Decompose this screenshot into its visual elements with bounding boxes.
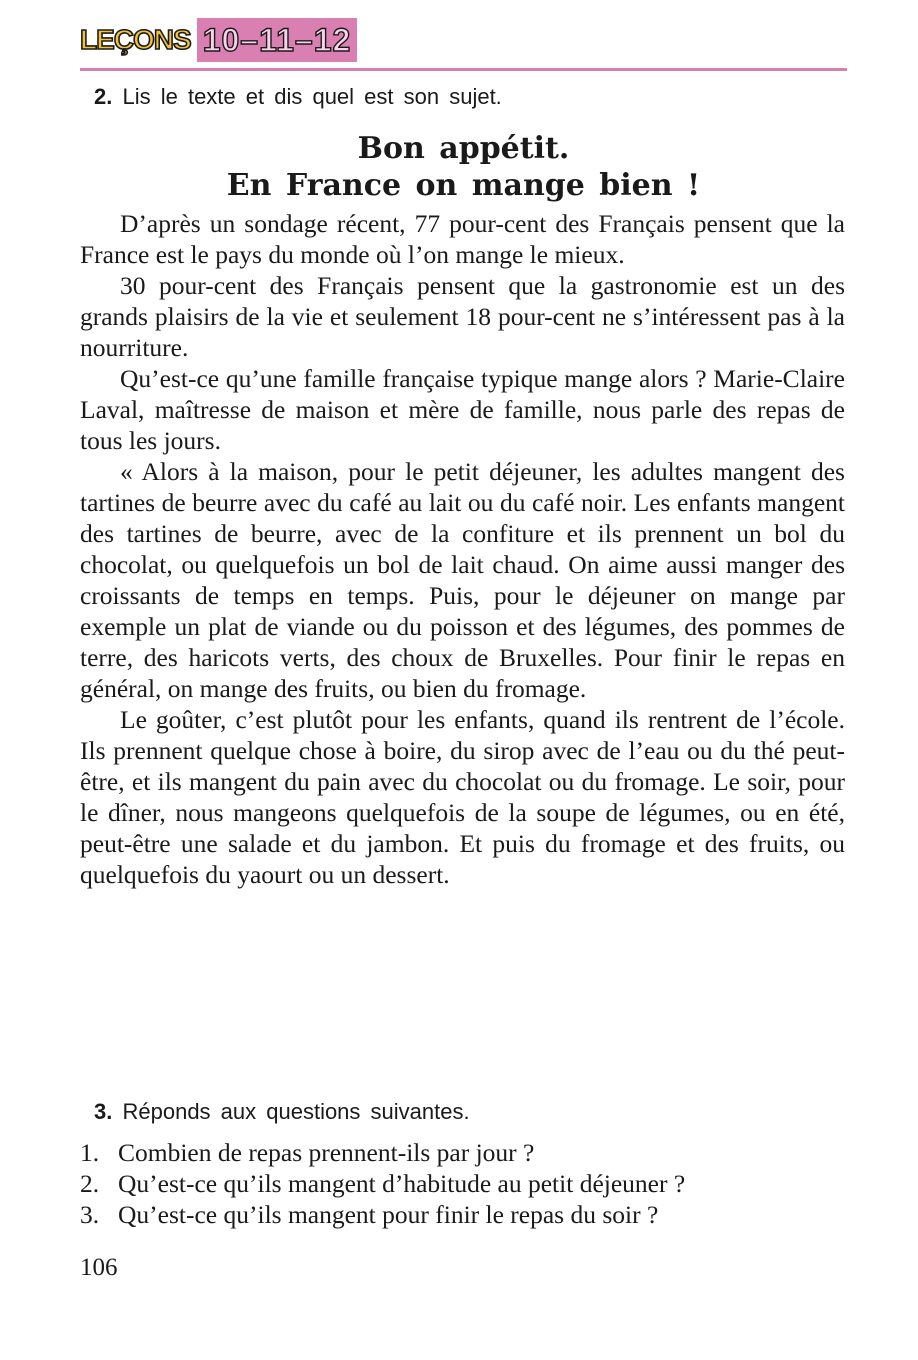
task-3-text: Réponds aux questions suivantes.	[122, 1099, 470, 1124]
title-line-2: En France on mange bien !	[226, 168, 701, 203]
paragraph: D’après un sondage récent, 77 pour-cent des Français pensent que la France est le pays du monde où l’on mange le mieux.	[80, 209, 845, 269]
paragraph: 30 pour-cent des Français pensent que la gastronomie est un des grands plaisirs de la vie et seulement 18 pour-cent ne s’intéressent pas à la nourriture.	[80, 271, 845, 362]
lesson-header	[80, 18, 357, 62]
question-number: 3.	[80, 1200, 100, 1229]
reading-text	[80, 208, 845, 890]
paragraph: « Alors à la maison, pour le petit déjeuner, les adultes mangent des tartines de beurre avec du café au lait ou du café noir. Les enfants mangent des tartines de beurre, avec de la confiture et ils prennent un bol du chocolat, ou quelquefois un bol de lait chaud. On aime aussi manger des croissants de temps en temps. Puis, pour le déjeuner on mange par exemple un plat de viande ou du poisson et des légumes, des pommes de terre, des haricots verts, des choux de Bruxelles. Pour finir le repas en général, on mange des fruits, ou bien du fromage.	[80, 457, 845, 703]
lesson-numbers: 10–11–12	[202, 21, 352, 58]
question-text: Qu’est-ce qu’ils mangent pour finir le repas du soir ?	[118, 1200, 659, 1229]
task-2-number: 2.	[94, 84, 113, 109]
question-text: Qu’est-ce qu’ils mangent d’habitude au petit déjeuner ?	[118, 1169, 686, 1198]
question-number: 1.	[80, 1138, 100, 1167]
task-3-number: 3.	[94, 1099, 113, 1124]
task-2-instruction	[94, 84, 502, 110]
list-item	[80, 1199, 845, 1230]
task-3-instruction	[94, 1099, 470, 1125]
text-title	[80, 130, 847, 204]
header-divider	[80, 68, 847, 71]
question-number: 2.	[80, 1169, 100, 1198]
task-2-text: Lis le texte et dis quel est son sujet.	[122, 84, 502, 109]
list-item	[80, 1137, 845, 1168]
lecons-label: LEÇONS	[80, 24, 191, 55]
page-number: 106	[80, 1254, 118, 1281]
paragraph: Qu’est-ce qu’une famille française typique mange alors ? Marie-Claire Laval, maîtresse de maison et mère de famille, nous parle des repas de tous les jours.	[80, 364, 845, 455]
list-item	[80, 1168, 845, 1199]
paragraph: Le goûter, c’est plutôt pour les enfants, quand ils rentrent de l’école. Ils prennent quelque chose à boire, du sirop avec de l’eau ou du thé peut-être, et ils mangent du pain avec du chocolat ou du fromage. Le soir, pour le dîner, nous mangeons quelquefois de la soupe de légumes, ou en été, peut-être une salade et du jambon. Et puis du fromage et des fruits, ou quelquefois du yaourt ou un dessert.	[80, 705, 845, 889]
question-text: Combien de repas prennent-ils par jour ?	[118, 1138, 535, 1167]
lesson-number-box	[197, 18, 358, 62]
question-list	[80, 1137, 845, 1230]
title-line-1: Bon appétit.	[357, 131, 570, 166]
